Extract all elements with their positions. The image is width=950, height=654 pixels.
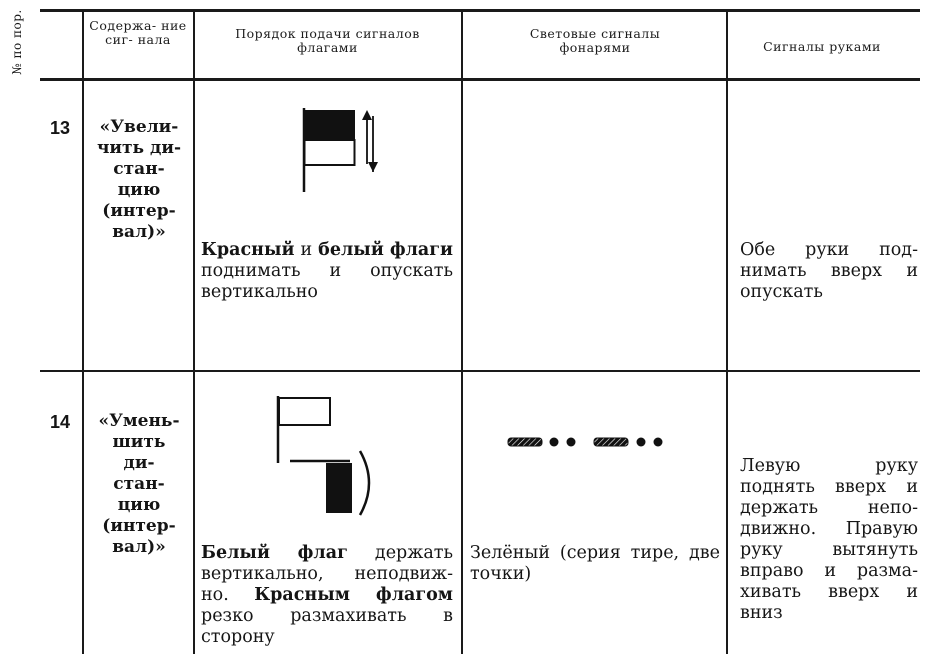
row-14-lights-text: Зелёный (серия тире, две точки) bbox=[470, 543, 720, 584]
row-14-flags-bold-1: Белый флаг bbox=[201, 543, 348, 563]
column-rule-2 bbox=[193, 9, 195, 654]
row-separator bbox=[40, 370, 920, 372]
header-lights: Световые сигналы фонарями bbox=[529, 26, 661, 55]
row-13-flags-bold-2: белый bbox=[318, 240, 384, 260]
row-14-flags-bold-2: Красным флагом bbox=[254, 585, 453, 605]
row-13-flags-text-2: поднимать и опускать вертикально bbox=[201, 261, 453, 302]
row-14-flags-text bbox=[201, 543, 453, 648]
row-13-number: 13 bbox=[50, 118, 71, 138]
row-13-flags-text-1: и bbox=[294, 240, 319, 260]
row-14-flags-text-1: держать вертикально, неподвиж- но. bbox=[201, 543, 453, 605]
red-white-flags-up-down-icon bbox=[298, 104, 384, 196]
row-13-flags-bold-3: флаги bbox=[389, 240, 453, 260]
column-rule-1 bbox=[82, 9, 84, 654]
row-14-number: 14 bbox=[50, 412, 71, 432]
header-bottom-rule bbox=[40, 78, 920, 81]
header-flags: Порядок подачи сигналов флагами bbox=[235, 26, 420, 55]
green-light-dash-dot-pattern-icon bbox=[506, 434, 666, 450]
header-number-text: № по пор. bbox=[10, 9, 24, 75]
header-number bbox=[6, 10, 28, 74]
row-13-content: «Увели- чить ди- стан- цию (интер- вал)» bbox=[96, 117, 182, 242]
top-rule bbox=[40, 9, 920, 12]
row-14-flags-text-2: резко размахивать в сторону bbox=[201, 606, 453, 647]
row-14-hands-text: Левую руку поднять вверх и держать непо- движно. Правую руку вытянуть вправо и разма- хивать вверх и вниз bbox=[740, 456, 918, 623]
row-13-flags-bold-1: Красный bbox=[201, 240, 295, 260]
column-rule-4 bbox=[726, 9, 728, 654]
row-13-hands-text: Обе руки под- нимать вверх и опускать bbox=[740, 240, 918, 302]
header-content: Содержа- ние сиг- нала bbox=[89, 18, 187, 47]
row-13-flags-text bbox=[201, 240, 453, 303]
column-rule-3 bbox=[461, 9, 463, 654]
header-hands: Сигналы руками bbox=[763, 39, 881, 54]
row-14-content: «Умень- шить ди- стан- цию (интер- вал)» bbox=[98, 411, 180, 557]
white-flag-still-red-flag-wave-icon bbox=[272, 393, 380, 518]
